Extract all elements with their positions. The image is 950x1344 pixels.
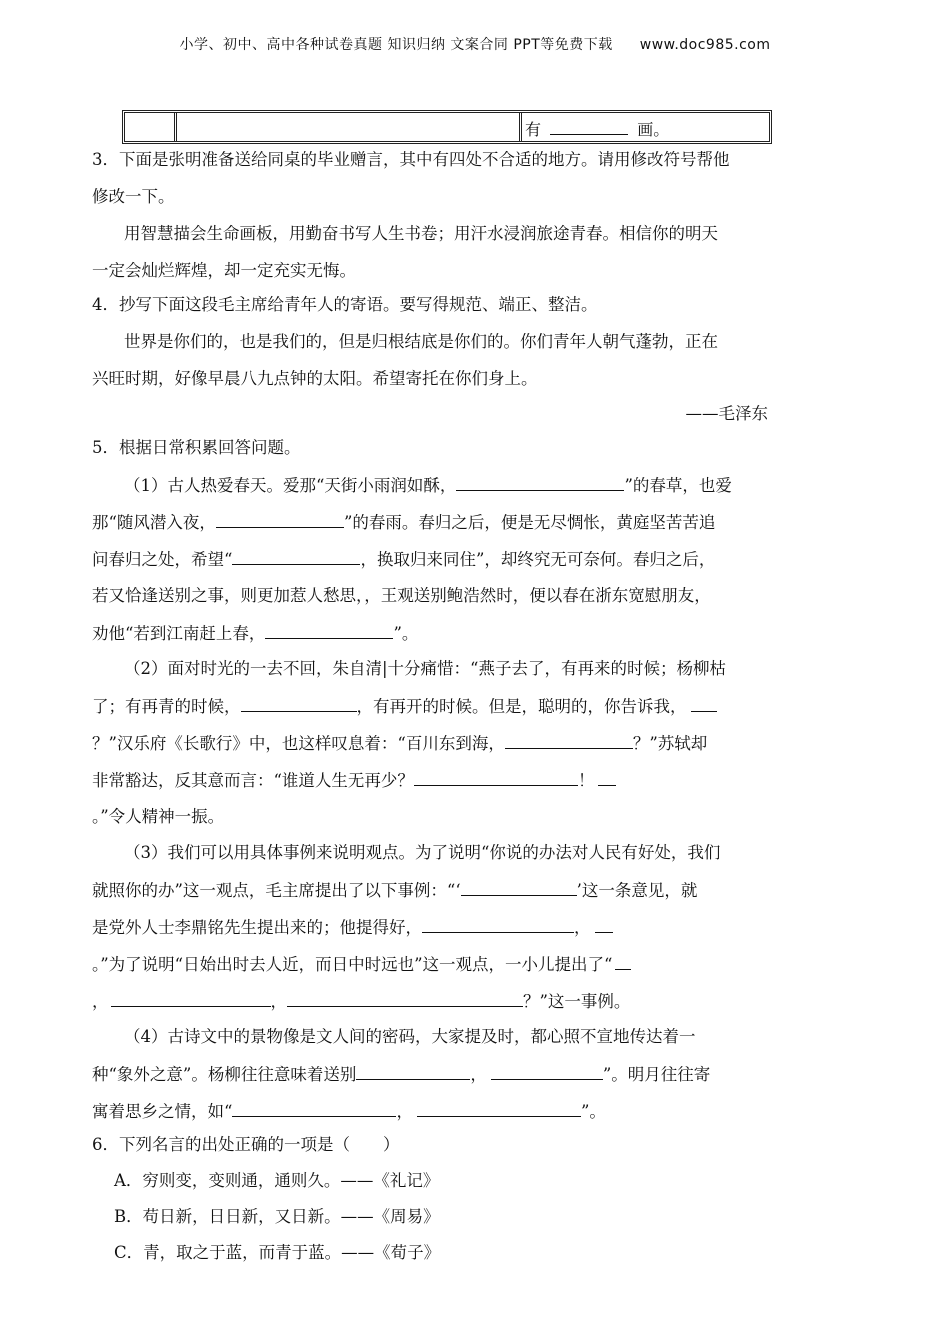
q5-p3-line3: 是党外人士李鼎铭先生提出来的；他提得好， ， (92, 916, 613, 939)
q4-line1: 4．抄写下面这段毛主席给青年人的寄语。要写得规范、端正、整洁。 (92, 295, 598, 314)
q5-p2-line3: ？”汉乐府《长歌行》中，也这样叹息着：“百川东到海， ？”苏轼却 (92, 734, 708, 753)
q6-option-a: A．穷则变，变则通，通则久。——《礼记》 (114, 1171, 440, 1190)
q5-p1-line2: 那“随风潜入夜， ”的春雨。春归之后，便是无尽惆怅，黄庭坚苦苦追 (92, 513, 716, 532)
q5-title: 5．根据日常积累回答问题。 (92, 438, 301, 457)
q5-p1-line3: 问春归之处，希望“ ，换取归来同住”，却终究无可奈何。春归之后， (92, 550, 716, 569)
table-cell-3: 有 画。 (525, 120, 670, 139)
q5-p2-line2: 了；有再青的时候， ，有再开的时候。但是，聪明的，你告诉我， (92, 695, 717, 718)
header-text: 小学、初中、高中各种试卷真题 知识归纳 文案合同 PPT等免费下载 (179, 37, 613, 53)
q5-p3-line1: （3）我们可以用具体事例来说明观点。为了说明“你说的办法对人民有好处，我们 (124, 843, 721, 862)
q5-p1-line4: 若又恰逢送别之事，则更加惹人愁思，，王观送别鲍浩然时，便以春在浙东宽慰朋友， (92, 586, 711, 605)
q3-line4: 一定会灿烂辉煌，却一定充实无悔。 (92, 261, 356, 280)
q6-title: 6．下列名言的出处正确的一项是（ ） (92, 1135, 400, 1154)
q3-line3: 用智慧描会生命画板，用勤奋书写人生书卷；用汗水浸润旅途青春。相信你的明天 (124, 224, 718, 243)
answer-table (122, 110, 772, 144)
q4-author: ——毛泽东 (685, 404, 768, 423)
q5-p2-line5: 。”令人精神一振。 (92, 807, 225, 826)
page-header (0, 34, 950, 54)
q5-p2-line1: （2）面对时光的一去不回，朱自清|十分痛惜：“燕子去了，有再来的时候；杨柳枯 (124, 659, 726, 678)
q5-p3-line5: ， ， ？”这一事例。 (92, 992, 631, 1011)
q6-option-b: B．苟日新，日日新，又日新。——《周易》 (114, 1207, 440, 1226)
q3-line1: 3．下面是张明准备送给同桌的毕业赠言，其中有四处不合适的地方。请用修改符号帮他 (92, 150, 730, 169)
q6-option-c: C．青，取之于蓝，而青于蓝。——《荀子》 (114, 1243, 441, 1262)
q5-p1-line5: 劝他“若到江南赶上春， ”。 (92, 624, 419, 643)
header-site: www.doc985.com (639, 37, 771, 53)
q5-p3-line2: 就照你的办”这一观点，毛主席提出了以下事例：“‘ ’这一条意见，就 (92, 881, 698, 900)
q5-p4-line3: 寓着思乡之情，如“ ， ”。 (92, 1102, 606, 1121)
q5-p4-line1: （4）古诗文中的景物像是文人间的密码，大家提及时，都心照不宣地传达着一 (124, 1027, 696, 1046)
q5-p2-line4: 非常豁达，反其意而言：“谁道人生无再少？ ！ (92, 769, 616, 792)
q5-p3-line4: 。”为了说明“日始出时去人近，而日中时远也”这一观点，一小儿提出了“ (92, 953, 631, 976)
table-cell-1 (125, 113, 177, 141)
q3-line2: 修改一下。 (92, 187, 175, 206)
q5-p1-line1: （1）古人热爱春天。爱那“天街小雨润如酥， ”的春草，也爱 (124, 476, 732, 495)
q5-p4-line2: 种“象外之意”。杨柳往往意味着送别 ， ”。明月往往寄 (92, 1065, 711, 1084)
q4-line2: 世界是你们的，也是我们的，但是归根结底是你们的。你们青年人朝气蓬勃，正在 (124, 332, 718, 351)
blank-line (550, 118, 628, 135)
q4-line3: 兴旺时期，好像早晨八九点钟的太阳。希望寄托在你们身上。 (92, 369, 538, 388)
table-cell-2 (177, 113, 522, 141)
